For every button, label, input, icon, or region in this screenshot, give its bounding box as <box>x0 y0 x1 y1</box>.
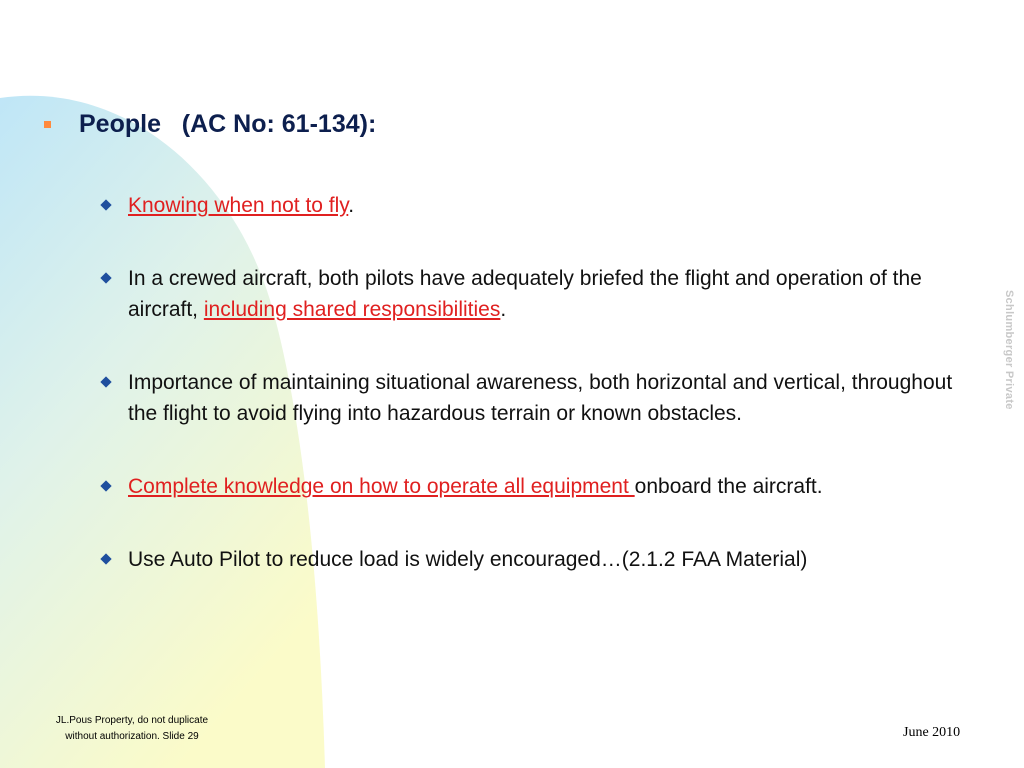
title-row <box>44 110 376 139</box>
bullet-text: In a crewed aircraft, both pilots have adequately briefed the flight and operation of the aircraft, <box>128 267 922 321</box>
bullet-item-4 <box>100 471 980 502</box>
bullet-text: . <box>500 298 507 321</box>
diamond-bullet-icon <box>100 480 111 491</box>
bullet-item-1 <box>100 190 980 221</box>
bullet-text: . <box>348 194 355 217</box>
diamond-bullet-icon <box>100 553 111 564</box>
bullet-item-5 <box>100 544 980 575</box>
diamond-bullet-icon <box>100 376 111 387</box>
bullet-item-3 <box>100 367 980 429</box>
bullet-item-2 <box>100 263 980 325</box>
bullet-text: Importance of maintaining situational awareness, both horizontal and vertical, throughout the flight to avoid flying into hazardous terrain or known obstacles. <box>128 371 953 425</box>
diamond-bullet-icon <box>100 272 111 283</box>
classification-label: Schlumberger Private <box>1003 290 1015 410</box>
diamond-bullet-icon <box>100 199 111 210</box>
footer-date: June 2010 <box>903 725 961 740</box>
bullet-text: onboard the aircraft. <box>634 475 823 498</box>
slide-title: People (AC No: 61-134): <box>79 110 377 138</box>
bullet-list <box>100 190 980 617</box>
footer-copyright <box>22 713 242 745</box>
square-bullet-icon <box>44 121 51 128</box>
footer-line: without authorization. Slide 29 <box>65 731 199 742</box>
highlight-text: including shared responsibilities <box>203 298 501 321</box>
bullet-text: Use Auto Pilot to reduce load is widely encouraged…(2.1.2 FAA Material) <box>128 548 808 571</box>
highlight-text: Knowing when not to fly <box>128 194 349 217</box>
footer-line: JL.Pous Property, do not duplicate <box>55 715 209 726</box>
highlight-text: Complete knowledge on how to operate all equipment <box>128 475 635 498</box>
